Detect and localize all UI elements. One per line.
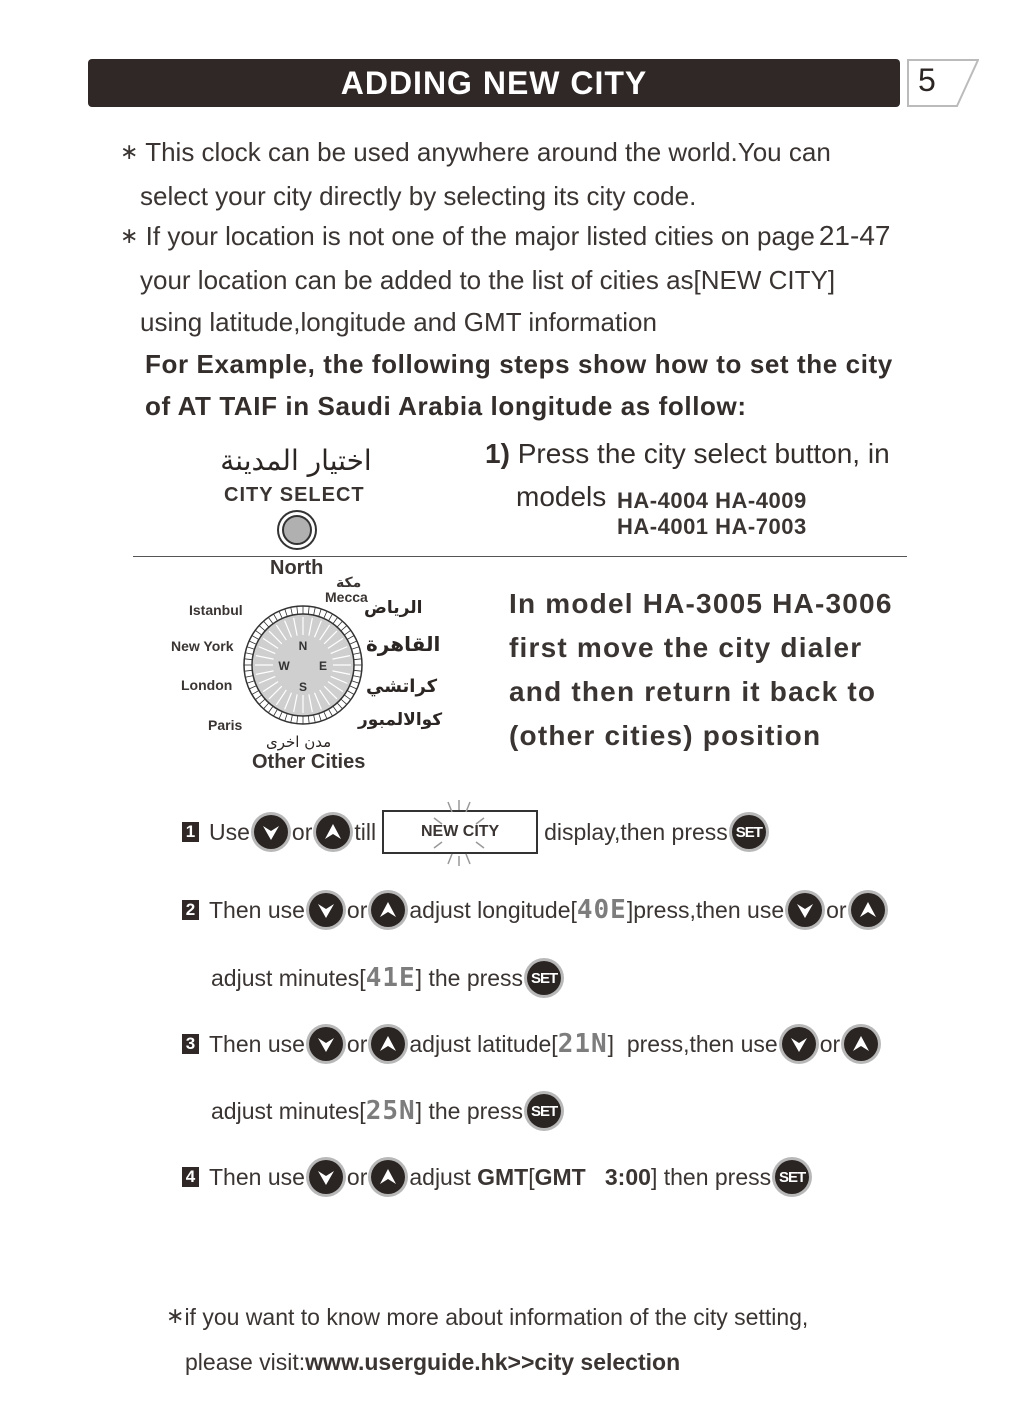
step-text: adjust minutes[ xyxy=(211,964,366,991)
lcd-latitude-minutes: 25N xyxy=(365,1096,416,1126)
step-one-number: 1) xyxy=(485,438,510,469)
step-4 xyxy=(182,1160,813,1194)
compass-w: W xyxy=(278,659,290,673)
example-line: For Example, the following steps show how to set the city xyxy=(145,349,893,379)
dial-other-cities-arabic: مدن اخرى xyxy=(266,733,332,751)
page-number: 5 xyxy=(918,62,936,98)
set-button-icon[interactable]: SET xyxy=(732,815,766,849)
step-text: or xyxy=(826,896,847,923)
dial-mecca-arabic: مكة xyxy=(336,575,362,591)
new-city-text: NEW CITY xyxy=(420,823,500,840)
intro-bullet-2 xyxy=(120,215,1000,343)
up-button-icon[interactable] xyxy=(371,893,405,927)
step-text: or xyxy=(346,1030,368,1057)
set-button-icon[interactable]: SET xyxy=(775,1160,809,1194)
step-one-text: Press the city select button, in xyxy=(517,438,890,469)
page-title-banner xyxy=(88,59,900,107)
up-button-icon[interactable] xyxy=(844,1027,878,1061)
dial-city-london: London xyxy=(181,677,233,693)
footer-note xyxy=(166,1295,808,1384)
step-3 xyxy=(182,1027,882,1061)
city-select-button[interactable] xyxy=(275,508,319,552)
bullet-star: ∗ xyxy=(120,223,139,248)
step-text: Use xyxy=(209,818,250,845)
model-3005-instructions xyxy=(509,582,893,758)
down-button-icon[interactable] xyxy=(309,893,343,927)
model-3005-line: first move the city dialer xyxy=(509,632,863,663)
step-text: adjust latitude[ xyxy=(409,1030,558,1057)
intro-text: using latitude,longitude and GMT information xyxy=(140,307,657,337)
dial-city-cairo: القاهرة xyxy=(366,632,441,656)
lcd-longitude-minutes: 41E xyxy=(365,963,416,993)
down-button-icon[interactable] xyxy=(782,1027,816,1061)
new-city-display xyxy=(382,810,538,854)
step-text: Then use xyxy=(209,1030,305,1057)
step-text: or xyxy=(346,896,368,923)
dial-city-riyadh: الرياض xyxy=(364,598,423,618)
step-text: ] then press xyxy=(650,1163,772,1190)
model-3005-line: In model HA-3005 HA-3006 xyxy=(509,588,893,619)
up-button-icon[interactable] xyxy=(371,1160,405,1194)
city-dial[interactable] xyxy=(242,604,364,726)
lcd-latitude-value: 21N xyxy=(557,1029,608,1059)
bullet-star: ∗ xyxy=(120,139,139,164)
footer-text: if you want to know more about information of the city setting, xyxy=(184,1304,809,1330)
step-text: adjust longitude[ xyxy=(409,896,577,923)
step-text: ] the press xyxy=(415,964,524,991)
step-text: Then use xyxy=(209,1163,305,1190)
down-button-icon[interactable] xyxy=(254,815,288,849)
up-button-icon[interactable] xyxy=(371,1027,405,1061)
dial-mecca: Mecca xyxy=(325,589,368,605)
models-row-1: HA-4004 HA-4009 xyxy=(617,488,807,513)
dial-north-label: North xyxy=(270,557,324,579)
compass-e: E xyxy=(318,659,328,673)
page-range: 21-47 xyxy=(818,220,891,251)
step-text: till xyxy=(354,818,377,845)
compass-s: S xyxy=(298,680,308,694)
step-number: 1 xyxy=(182,822,199,842)
up-button-icon[interactable] xyxy=(851,893,885,927)
down-button-icon[interactable] xyxy=(309,1027,343,1061)
compass-n: N xyxy=(298,639,308,653)
step-text: display,then press xyxy=(544,818,728,845)
dial-city-new-york: New York xyxy=(171,638,234,654)
step-one-instruction xyxy=(485,438,890,470)
set-button-icon[interactable]: SET xyxy=(527,1094,561,1128)
intro-text: select your city directly by selecting its city code. xyxy=(140,181,697,211)
gmt-value: GMT 3:00 xyxy=(534,1163,651,1190)
step-text: or xyxy=(819,1030,841,1057)
dial-city-karachi: كراتشي xyxy=(366,676,438,697)
dial-city-paris: Paris xyxy=(208,717,243,733)
bullet-star: ∗ xyxy=(166,1303,185,1328)
step-text: or xyxy=(346,1163,368,1190)
dial-other-cities: Other Cities xyxy=(252,751,366,773)
step-3-continued xyxy=(211,1094,565,1128)
city-select-label: CITY SELECT xyxy=(224,484,365,506)
step-text: adjust minutes[ xyxy=(211,1097,366,1124)
step-number: 3 xyxy=(182,1034,199,1054)
intro-bullet-1 xyxy=(120,131,1000,217)
intro-text: If your location is not one of the major listed cities on page xyxy=(145,221,815,251)
gmt-label: GMT xyxy=(477,1163,529,1190)
set-button-icon[interactable]: SET xyxy=(527,961,561,995)
model-3005-line: (other cities) position xyxy=(509,720,822,751)
dial-city-kuala-lumpur: كوالالمبور xyxy=(358,710,443,730)
down-button-icon[interactable] xyxy=(309,1160,343,1194)
step-text: ] the press xyxy=(415,1097,524,1124)
step-2-continued xyxy=(211,961,565,995)
section-divider xyxy=(133,556,907,557)
step-text: ]press,then use xyxy=(626,896,785,923)
step-text: [ xyxy=(528,1163,535,1190)
step-text: ] press,then use xyxy=(607,1030,778,1057)
models-row-2: HA-4001 HA-7003 xyxy=(617,514,807,539)
city-select-arabic-label: اختيار المدينة xyxy=(220,444,372,477)
step-number: 4 xyxy=(182,1167,199,1187)
footer-text: please visit: xyxy=(185,1349,306,1375)
up-button-icon[interactable] xyxy=(316,815,350,849)
step-text: or xyxy=(291,818,313,845)
userguide-link[interactable]: www.userguide.hk>>city selection xyxy=(305,1349,681,1375)
page-title: ADDING NEW CITY xyxy=(340,64,648,101)
dial-city-istanbul: Istanbul xyxy=(189,602,243,618)
down-button-icon[interactable] xyxy=(788,893,822,927)
step-text: adjust xyxy=(409,1163,471,1190)
models-prefix: models xyxy=(516,481,607,512)
example-heading xyxy=(145,343,1005,427)
intro-text: This clock can be used anywhere around the world.You can xyxy=(145,137,831,167)
step-2 xyxy=(182,893,889,927)
intro-text: your location can be added to the list of cities as[NEW CITY] xyxy=(140,265,836,295)
model-3005-line: and then return it back to xyxy=(509,676,877,707)
step-number: 2 xyxy=(182,900,199,920)
lcd-longitude-value: 40E xyxy=(576,895,627,925)
step-text: Then use xyxy=(209,896,305,923)
example-line: of AT TAIF in Saudi Arabia longitude as follow: xyxy=(145,391,747,421)
step-1 xyxy=(182,810,770,854)
